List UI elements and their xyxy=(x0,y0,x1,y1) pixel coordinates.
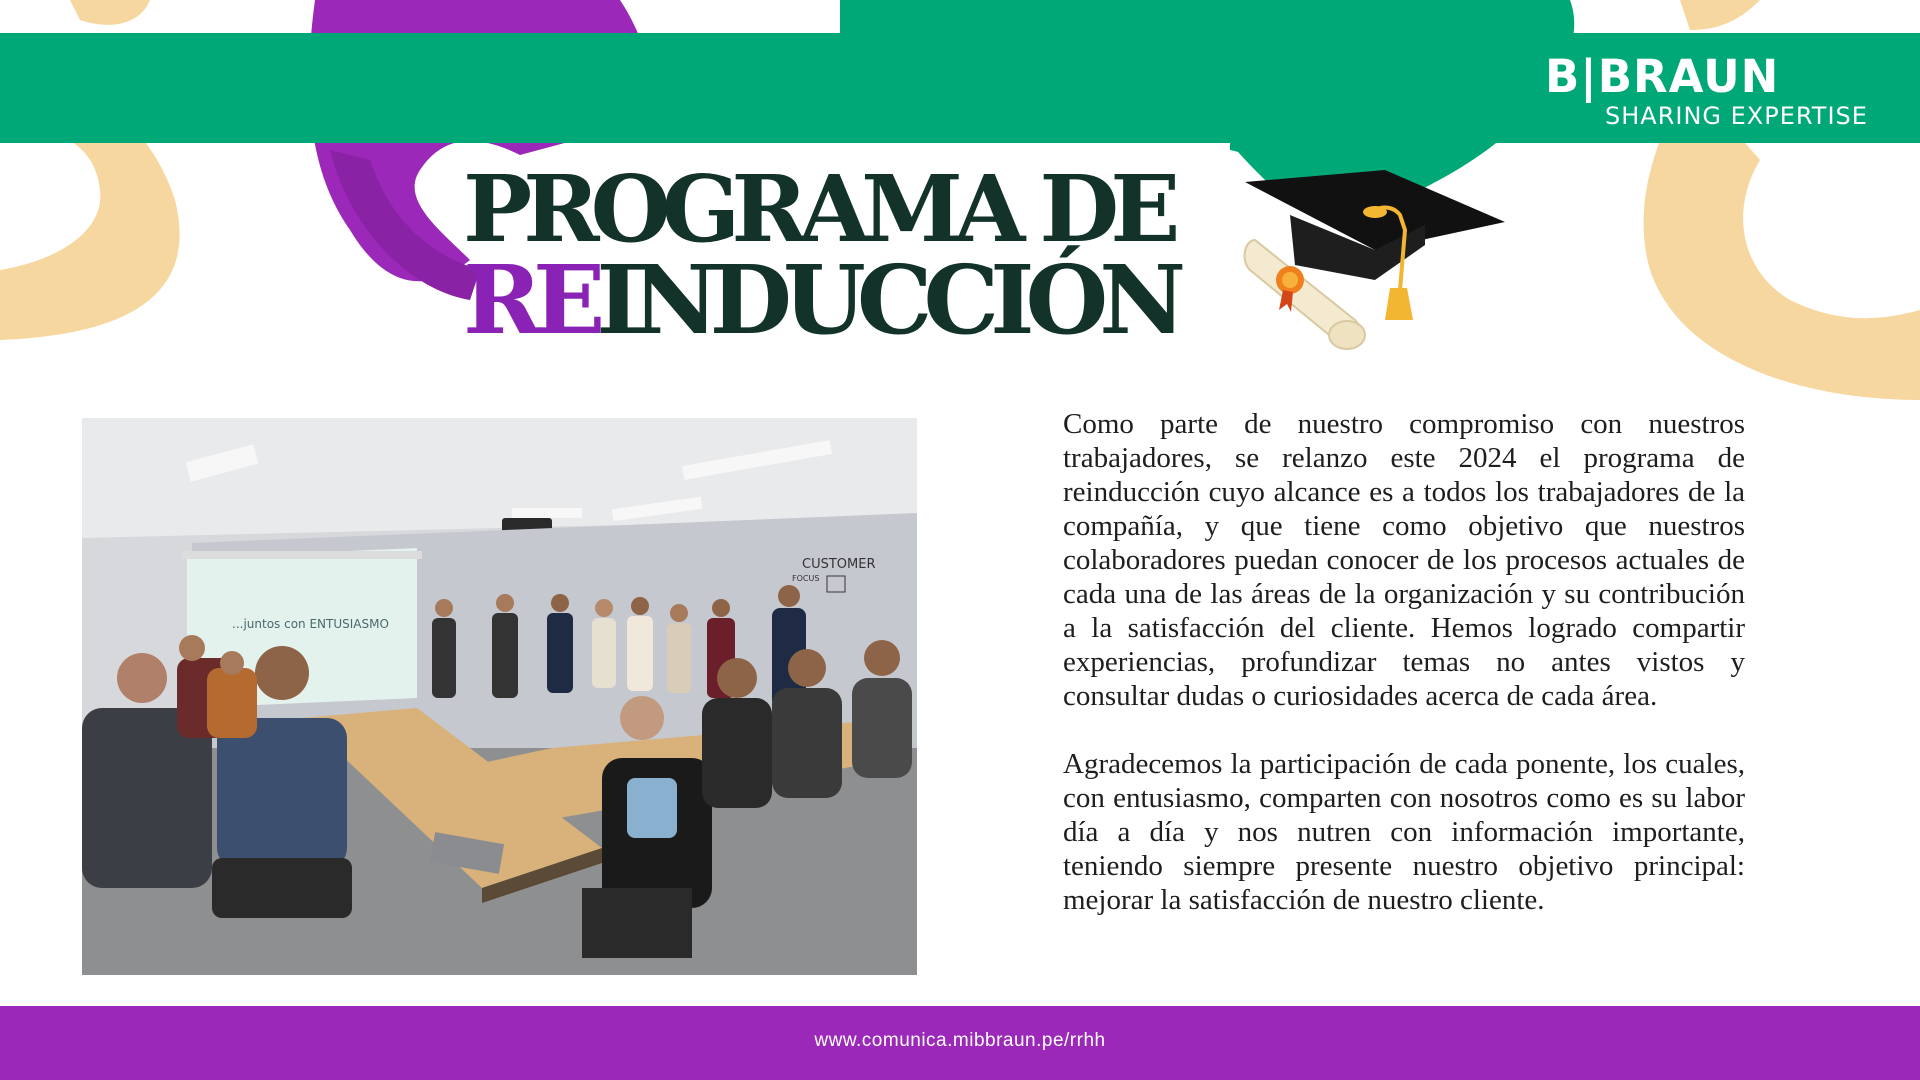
logo-tagline: SHARING EXPERTISE xyxy=(1605,102,1868,130)
wall-text-focus: FOCUS xyxy=(792,574,820,583)
graduation-cap-icon xyxy=(1235,170,1515,370)
screen-text: ...juntos con ENTUSIASMO xyxy=(232,617,389,631)
bbraun-logo xyxy=(1545,50,1868,142)
wall-text-customer: CUSTOMER xyxy=(802,557,876,572)
group-photo-illustration xyxy=(82,418,917,975)
paragraph-1: Como parte de nuestro compromiso con nuestros trabajadores, se relanzo este 2024 el programa de reinducción cuyo alcance es a todos los trabajadores de la compañía, y que tiene como objetivo que nuestros colaboradores puedan conocer de los procesos actuales de cada una de las áreas de la organización y su contribución a la satisfacción del cliente. Hemos logrado compartir experiencias, profundizar temas no antes vistos y consultar dudas o curiosidades acerca de cada área. xyxy=(1063,408,1745,712)
footer-bar xyxy=(0,1006,1920,1080)
page-title xyxy=(463,155,1178,356)
title-line-2 xyxy=(463,245,1178,356)
title-rest: INDUCCIÓN xyxy=(596,245,1178,356)
footer-url-link[interactable]: www.comunica.mibbraun.pe/rrhh xyxy=(814,1030,1106,1051)
group-photo xyxy=(82,418,917,975)
title-accent: RE xyxy=(463,245,597,356)
paragraph-2: Agradecemos la participación de cada ponente, los cuales, con entusiasmo, comparten con nosotros como es su labor día a día y nos nutren con información importante, teniendo siempre presente nuestro objetivo principal: mejorar la satisfacción de nuestro cliente. xyxy=(1063,748,1745,916)
title-line-1: PROGRAMA DE xyxy=(463,155,1172,263)
logo-wordmark: B|BRAUN xyxy=(1545,50,1780,103)
article-body xyxy=(1063,407,1745,951)
